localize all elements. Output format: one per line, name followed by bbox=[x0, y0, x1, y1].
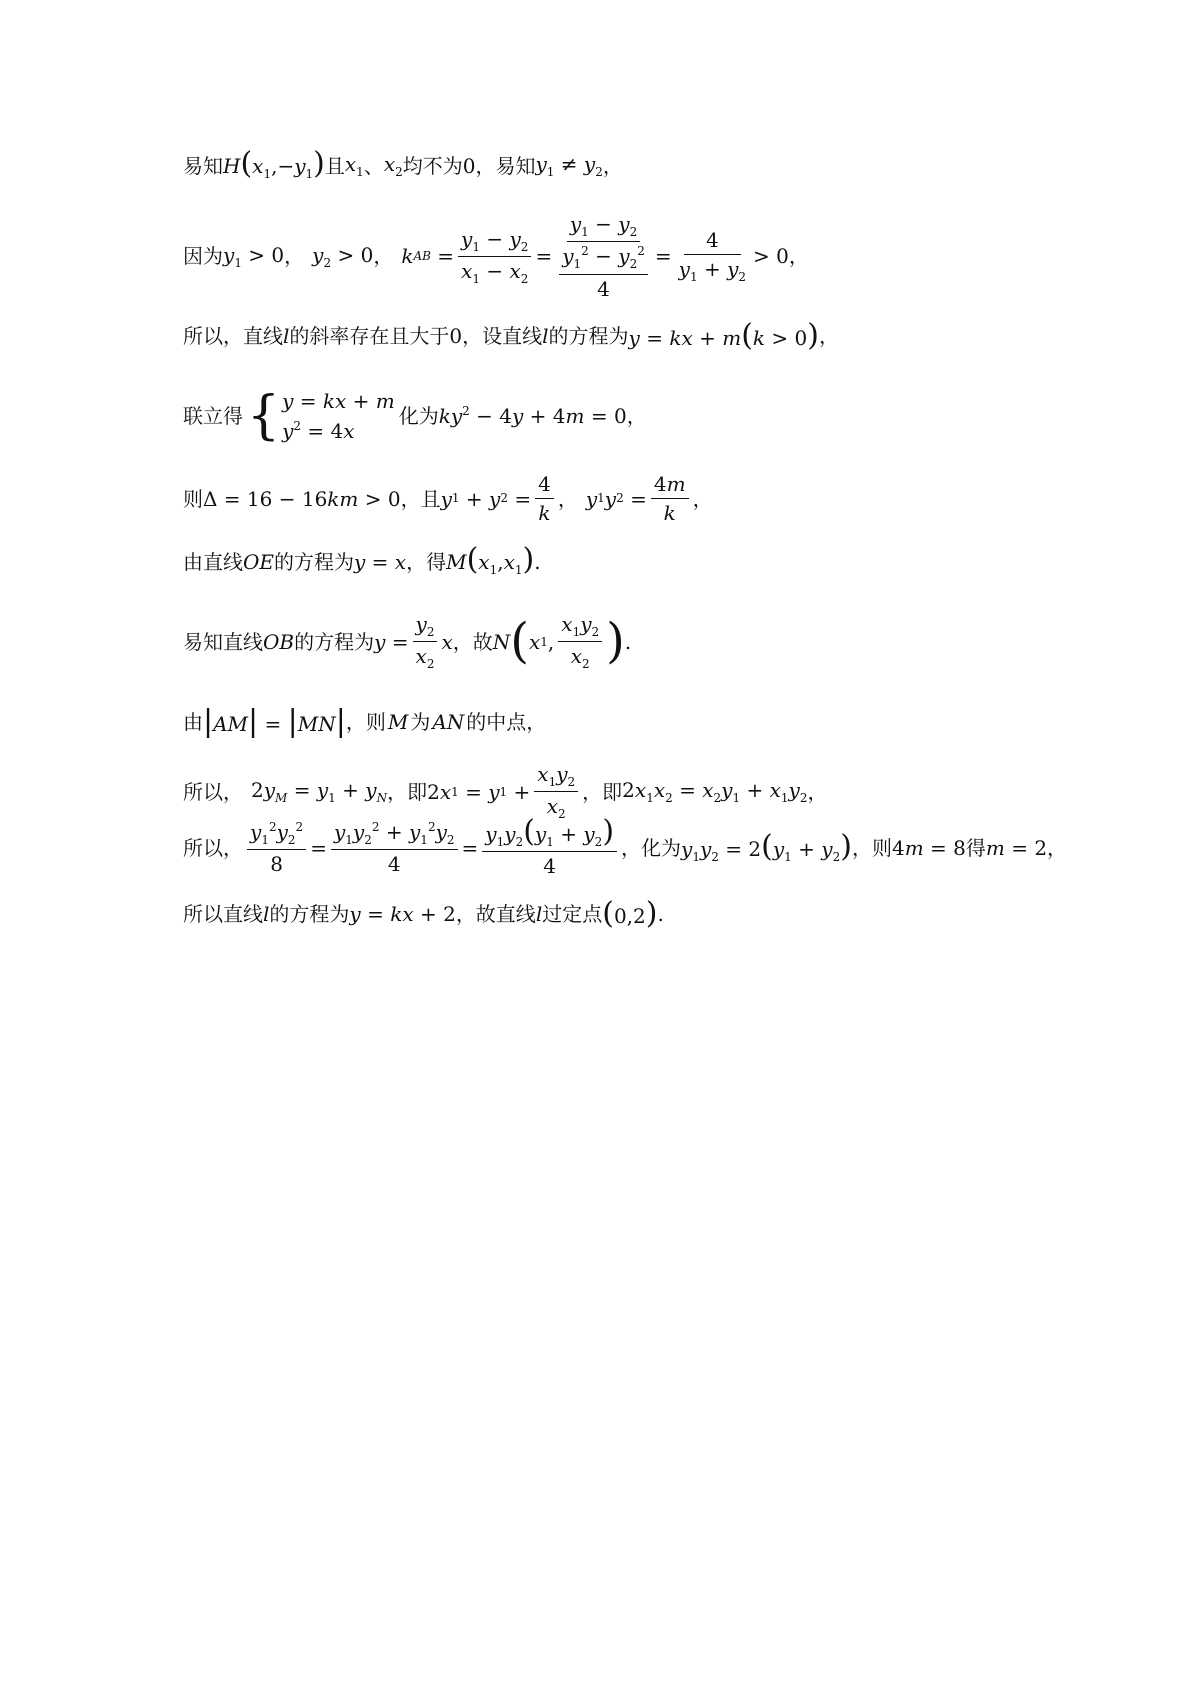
math-product-roots: y 1 y 2 = $\frac{4m}{k}$ bbox=[578, 472, 693, 525]
math-zero: 0 bbox=[462, 153, 476, 178]
text: ， bbox=[1047, 836, 1068, 861]
text: 均不为 bbox=[402, 153, 463, 178]
text: 所以， bbox=[183, 836, 243, 861]
math-l: l bbox=[542, 324, 549, 348]
text: 的方程为 bbox=[548, 324, 629, 348]
math-M: M bbox=[387, 710, 409, 734]
text: ，故直线 bbox=[455, 902, 536, 926]
math-4m-eq: 4m = 8 bbox=[891, 836, 966, 861]
math-l: l bbox=[283, 324, 290, 348]
text: 所以，直线 bbox=[183, 324, 283, 348]
text: 联立得 bbox=[183, 404, 243, 428]
text: 由 bbox=[183, 710, 203, 734]
text: ， bbox=[373, 244, 394, 269]
math-sum-roots: y 1 + y 2 = $\frac{4}{k}$ bbox=[441, 472, 558, 525]
text: 因为 bbox=[183, 244, 223, 269]
text: 由直线 bbox=[183, 549, 243, 574]
math-point-N: N ( x 1 , $\frac{x_1y_2}{x_2}$ ) bbox=[492, 612, 625, 672]
math-l: l bbox=[535, 902, 543, 926]
solution-line-1 bbox=[183, 146, 1140, 181]
text: . bbox=[657, 902, 664, 926]
text: ，则 bbox=[345, 710, 386, 734]
text: 过定点 bbox=[542, 902, 603, 926]
solution-line-2 bbox=[183, 212, 1140, 301]
text: ， bbox=[807, 779, 828, 804]
text: ， bbox=[557, 486, 578, 511]
math-quadratic: $ky^2 - 4y + 4m = 0$ bbox=[438, 404, 627, 428]
math-OB-eq: y = $\frac{y_2}{x_2}$ x bbox=[374, 612, 453, 672]
text: 得 bbox=[965, 836, 986, 861]
solution-line-4 bbox=[183, 386, 1140, 446]
text: 的方程为 bbox=[294, 629, 375, 654]
math-x2: $x_2$ bbox=[383, 152, 403, 179]
text: 为 bbox=[410, 710, 431, 734]
math-point-M: $M(x_1,x_1)$ bbox=[446, 542, 535, 577]
text: 的方程为 bbox=[274, 549, 354, 574]
text: 、 bbox=[363, 153, 384, 178]
text: ， bbox=[284, 244, 305, 269]
text: ， bbox=[788, 244, 809, 269]
math-abs-eq: |AM| = |MN| bbox=[203, 704, 346, 739]
text: 化为 bbox=[398, 404, 439, 428]
text: . bbox=[624, 629, 632, 654]
math-final-eq: y = kx + 2 bbox=[349, 902, 456, 926]
math-y1-pos: $y_1 > 0$ bbox=[223, 242, 285, 270]
math-y-eq-x: y = x bbox=[354, 549, 407, 574]
math-m-eq: m = 2 bbox=[985, 836, 1048, 861]
math-x1: $x_1$ bbox=[344, 152, 364, 179]
math-OE: OE bbox=[243, 549, 274, 574]
math-slope-kab: k AB = $\frac{y_1 - y_2}{x_1 - x_2}$ = $\frac{y_1 - y_2}{\frac{y_1^2 - y_2^2}{4}}$ = $\frac{4}{y_1 + y_2}$ > 0 bbox=[401, 212, 789, 301]
solution-line-5 bbox=[183, 472, 1140, 525]
text: 则 bbox=[183, 486, 203, 511]
math-OB: OB bbox=[263, 629, 295, 654]
math-fixed-point: (0,2) bbox=[602, 896, 658, 931]
text: ，设直线 bbox=[462, 324, 543, 348]
text: 易知 bbox=[183, 153, 223, 178]
math-y-neq: $y_1 \ne y_2$ bbox=[535, 152, 603, 179]
math-midpoint-2: 2 x 1 = y 1 + $\frac{x_1y_2}{x_2}$ bbox=[427, 762, 582, 822]
text: ，化为 bbox=[621, 836, 682, 861]
solution-line-8 bbox=[183, 704, 1140, 739]
math-H: $H(x_1,-y_1)$ bbox=[223, 146, 325, 181]
math-midpoint: $2y_M = y_1 + y_N$ bbox=[251, 778, 388, 806]
math-substitution: $\frac{y_1^2y_2^2}{8}$ = $\frac{y_1y_2^2 + y_1^2y_2}{4}$ = $\frac{y_1y_2(y_1 + y_2)}{4}$ bbox=[243, 818, 621, 878]
text: ，得 bbox=[406, 549, 447, 574]
math-line-eq: y = kx + m(k > 0) bbox=[628, 318, 819, 353]
text: . bbox=[534, 549, 541, 574]
solution-line-3 bbox=[183, 318, 1140, 353]
solution-line-7 bbox=[183, 612, 1140, 672]
solution-line-11 bbox=[183, 896, 1140, 931]
text: 的方程为 bbox=[269, 902, 350, 926]
text: 的斜率存在且大于 bbox=[289, 324, 450, 348]
text: 所以， bbox=[183, 779, 243, 804]
math-l: l bbox=[263, 902, 270, 926]
text: ，即 bbox=[387, 779, 428, 804]
text: 易知直线 bbox=[183, 629, 263, 654]
text: ，则 bbox=[851, 836, 892, 861]
text: ，故 bbox=[452, 629, 493, 654]
text: ，即 bbox=[582, 779, 623, 804]
solution-line-6 bbox=[183, 542, 1140, 577]
text: ， bbox=[626, 404, 647, 428]
text: ， bbox=[602, 153, 623, 178]
math-system: { y = kx + m $y^2 = 4x$ bbox=[247, 386, 395, 446]
solution-line-10 bbox=[183, 814, 1140, 879]
text: 所以直线 bbox=[183, 902, 263, 926]
text: ， bbox=[692, 486, 713, 511]
text: 且 bbox=[324, 153, 345, 178]
text: 的中点， bbox=[466, 710, 547, 734]
text: ，易知 bbox=[475, 153, 536, 178]
text: ， bbox=[818, 324, 839, 348]
solution-line-9 bbox=[183, 762, 1140, 822]
math-AN: AN bbox=[432, 710, 465, 734]
math-zero: 0 bbox=[449, 324, 463, 348]
math-discriminant: Δ = 16 − 16km > 0 bbox=[203, 486, 401, 511]
math-simplified: $y_1y_2 = 2(y_1 + y_2)$ bbox=[681, 828, 852, 864]
math-midpoint-3: $2x_1x_2 = x_2y_1 + x_1y_2$ bbox=[622, 778, 808, 806]
text: ，且 bbox=[400, 486, 441, 511]
math-y2-pos: $y_2 > 0$ bbox=[312, 242, 374, 270]
